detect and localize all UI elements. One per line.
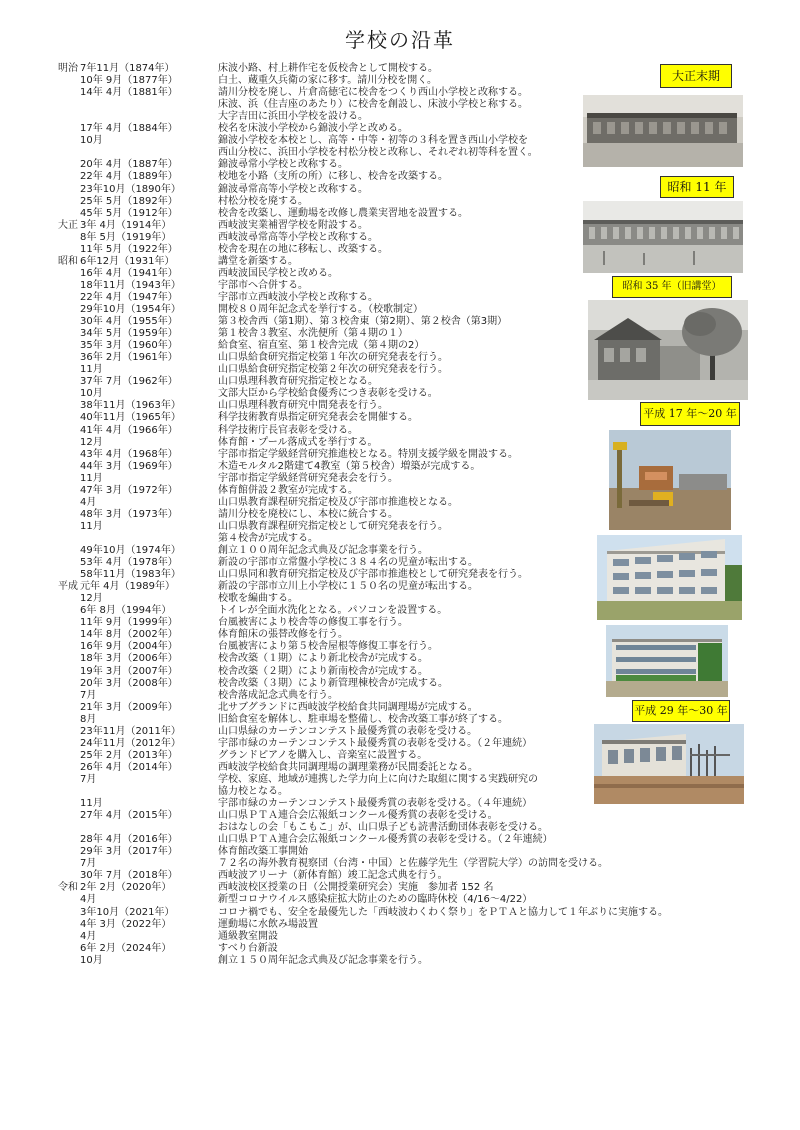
entry-text: 山口県緑のカーテンコンテスト最優秀賞の表彰を受ける。 (218, 725, 478, 737)
entry-text: 西山分校に、浜田小学校を村松分校と改称し、それぞれ初等科を置く。 (218, 147, 538, 159)
entry-date: 11年 5月（1922年） (80, 243, 178, 255)
entry-date: 16年 9月（2004年） (80, 641, 178, 653)
entry-date: 18年11月（1943年） (80, 279, 181, 291)
entry-text: 新型コロナウイルス感染症拡大防止のための臨時休校（4/16〜4/22） (218, 894, 533, 906)
entry-text: 山口県給食研究指定校第１年次の研究発表を行う。 (218, 352, 448, 364)
entry-text: 校名を床波小学校から錦波小学と改める。 (218, 123, 408, 135)
entry-text: ７２名の海外教育視察団（台湾・中国）と佐藤学先生（学習院大学）の訪問を受ける。 (218, 858, 608, 870)
entry-date: 4月 (80, 496, 97, 508)
entry-date: 41年 4月（1966年） (80, 424, 178, 436)
entry-text: 講堂を新築する。 (218, 255, 298, 267)
entry-text: 北サブグランドに西岐波学校給食共同調理場が完成する。 (218, 701, 478, 713)
entry-text: 錦波尋常高等小学校と改称する。 (218, 183, 368, 195)
entry-date: 17年 4月（1884年） (80, 123, 178, 135)
entry-text: 村松分校を廃する。 (218, 195, 308, 207)
photo-caption-heisei17-20: 平成 17 年〜20 年 (640, 402, 740, 426)
entry-text: 旧給食室を解体し、駐車場を整備し、校舎改築工事が終了する。 (218, 713, 508, 725)
entry-date: 37年 7月（1962年） (80, 376, 178, 388)
entry-text: 校舎改築（１期）により新北校舎が完成する。 (218, 653, 428, 665)
entry-date: 22年 4月（1947年） (80, 291, 178, 303)
entry-date: 6年 2月（2024年） (80, 942, 172, 954)
entry-date: 8月 (80, 713, 97, 725)
entry-text: 文部大臣から学校給食優秀につき表彰を受ける。 (218, 388, 438, 400)
photo-caption-taisho: 大正末期 (660, 64, 732, 88)
timeline-entry (0, 943, 800, 955)
timeline-entry (0, 955, 800, 967)
entry-text: 西岐波校区授業の日（公開授業研究会）実施 参加者 152 名 (218, 882, 494, 894)
photo-new-school-building (597, 535, 742, 620)
entry-date: 25年 2月（2013年） (80, 749, 178, 761)
entry-date: 6年 8月（1994年） (80, 605, 172, 617)
entry-text: 大字吉田に浜田小学校を設ける。 (218, 111, 368, 123)
entry-text: 西岐波実業補習学校を附設する。 (218, 219, 368, 231)
entry-date: 元年 4月（1989年） (80, 581, 175, 593)
timeline-entry (0, 894, 800, 906)
entry-text: グランドピアノを購入し、音楽室に設置する。 (218, 749, 428, 761)
entry-date: 21年 3月（2009年） (80, 701, 178, 713)
entry-date: 3年 4月（1914年） (80, 219, 172, 231)
entry-date: 10月 (80, 135, 103, 147)
entry-text: 宇部市指定学級経営研究発表会を行う。 (218, 472, 398, 484)
entry-date: 35年 3月（1960年） (80, 340, 178, 352)
entry-text: 宇部市指定学級経営研究推進校となる。特別支援学級を開設する。 (218, 448, 518, 460)
entry-text: 体育館併設２教室が完成する。 (218, 484, 358, 496)
entry-date: 45年 5月（1912年） (80, 207, 178, 219)
entry-date: 29年10月（1954年） (80, 304, 181, 315)
entry-date: 40年11月（1965年） (80, 412, 181, 424)
entry-date: 4月 (80, 930, 97, 942)
entry-text: 校舎改築（２期）により新南校舎が完成する。 (218, 665, 428, 677)
photo-caption-heisei29-30: 平成 29 年〜30 年 (632, 700, 730, 722)
entry-text: 山口県理科教育研究中間発表を行う。 (218, 400, 388, 412)
timeline-entry (0, 846, 800, 858)
entry-text: 西岐波アリーナ（新体育館）竣工記念式典を行う。 (218, 870, 448, 882)
timeline-entry (0, 919, 800, 931)
entry-date: 49年10月（1974年） (80, 545, 181, 556)
entry-text: 創立１５０周年記念式典及び記念事業を行う。 (218, 954, 428, 966)
entry-text: 校舎改築（３期）により新管理棟校舎が完成する。 (218, 677, 448, 689)
entry-date: 34年 5月（1959年） (80, 328, 178, 340)
photo-showa35-auditorium (588, 300, 748, 400)
entry-era: 平成 (58, 581, 78, 593)
entry-date: 7月 (80, 858, 97, 870)
entry-date: 20年 4月（1887年） (80, 159, 178, 171)
entry-text: 第１校舎３教室、水洗便所（第４期の１） (218, 328, 408, 340)
entry-text: 台風被害により第５校舎屋根等修復工事を行う。 (218, 641, 438, 653)
entry-text: 運動場に水飲み場設置 (218, 918, 318, 930)
photo-gym-construction (594, 724, 744, 804)
entry-text: 開校８０周年記念式を挙行する。（校歌制定） (218, 304, 423, 315)
entry-text: 校歌を編曲する。 (218, 593, 298, 605)
entry-date: 30年 7月（2018年） (80, 870, 178, 882)
photo-green-curtain-building (606, 625, 728, 697)
entry-date: 14年 4月（1881年） (80, 87, 178, 99)
entry-text: 科学技術庁長官表彰を受ける。 (218, 424, 358, 436)
entry-text: 宇部市緑のカーテンコンテスト最優秀賞の表彰を受ける。（４年連続） (218, 798, 533, 810)
entry-date: 22年 4月（1889年） (80, 171, 178, 183)
entry-date: 11月 (80, 520, 103, 532)
entry-era: 明治 (58, 63, 78, 74)
entry-text: 宇部市へ合併する。 (218, 279, 308, 291)
entry-text: 錦波小学校を本校とし、高等・中等・初等の３科を置き西山小学校を (218, 135, 528, 147)
entry-text: 創立１００周年記念式典及び記念事業を行う。 (218, 545, 428, 556)
entry-date: 27年 4月（2015年） (80, 810, 178, 822)
entry-text: トイレが全面水洗化となる。パソコンを設置する。 (218, 605, 448, 617)
entry-date: 23年11月（2011年） (80, 725, 181, 737)
entry-text: 体育館改築工事開始 (218, 846, 308, 858)
entry-text: 山口県教育課程研究指定校及び宇部市推進校となる。 (218, 496, 458, 508)
entry-date: 19年 3月（2007年） (80, 665, 178, 677)
entry-date: 11月 (80, 364, 103, 376)
entry-text: 学校、家庭、地域が連携した学力向上に向けた取組に関する実践研究の (218, 773, 538, 785)
entry-date: 4月 (80, 894, 97, 906)
entry-date: 10年 9月（1877年） (80, 75, 178, 87)
entry-text: 請川分校を廃校にし、本校に統合する。 (218, 508, 398, 520)
entry-era: 昭和 (58, 255, 78, 267)
timeline-entry (0, 858, 800, 870)
entry-text: 山口県給食研究指定校第２年次の研究発表を行う。 (218, 364, 448, 376)
entry-date: 58年11月（1983年） (80, 569, 181, 581)
entry-text: 宇部市緑のカーテンコンテスト最優秀賞の表彰を受ける。（２年連続） (218, 737, 533, 749)
entry-text: おはなしの会「もこもこ」が、山口県子ども読書活動団体表彰を受ける。 (218, 822, 548, 834)
photo-showa11-school (583, 201, 743, 273)
entry-date: 14年 8月（2002年） (80, 629, 178, 641)
entry-date: 36年 2月（1961年） (80, 352, 178, 364)
entry-date: 3年10月（2021年） (80, 906, 175, 918)
timeline-entry (0, 822, 800, 834)
photo-caption-showa35: 昭和 35 年（旧講堂） (612, 276, 732, 298)
page-title: 学校の沿革 (345, 28, 455, 52)
entry-date: 7月 (80, 689, 97, 701)
entry-date: 7年11月（1874年） (80, 63, 175, 74)
entry-text: すべり台新設 (218, 942, 278, 954)
entry-text: 給食室、宿直室、第１校舎完成（第４期の2） (218, 340, 425, 352)
timeline-entry (0, 882, 800, 894)
entry-date: 26年 4月（2014年） (80, 761, 178, 773)
entry-text: 山口県ＰＴＡ連合会広報紙コンクール優秀賞の表彰を受ける。 (218, 810, 498, 822)
entry-date: 11月 (80, 472, 103, 484)
entry-date: 53年 4月（1978年） (80, 557, 178, 569)
entry-text: 校舎を改築し、運動場を改修し農業実習地を設置する。 (218, 207, 468, 219)
entry-date: 38年11月（1963年） (80, 400, 181, 412)
entry-text: 新設の宇部市立常盤小学校に３８４名の児童が転出する。 (218, 557, 478, 569)
entry-date: 12月 (80, 436, 103, 448)
entry-date: 30年 4月（1955年） (80, 316, 178, 328)
entry-date: 28年 4月（2016年） (80, 834, 178, 846)
entry-text: 山口県教育課程研究指定校として研究発表を行う。 (218, 520, 448, 532)
photo-taisho-school (583, 95, 743, 167)
entry-date: 48年 3月（1973年） (80, 508, 178, 520)
entry-text: 科学技術教育県指定研究発表会を開催する。 (218, 412, 418, 424)
entry-era: 令和 (58, 882, 78, 894)
entry-text: 校舎を現在の地に移転し、改築する。 (218, 243, 388, 255)
entry-text: 白土、蔵重久兵衛の家に移す。請川分校を開く。 (218, 75, 437, 87)
entry-text: 床波小路、村上耕作宅を仮校舎として開校する。 (218, 63, 438, 74)
entry-date: 47年 3月（1972年） (80, 484, 178, 496)
photo-caption-showa11: 昭和 11 年 (660, 176, 734, 198)
photo-construction-site (609, 430, 731, 530)
entry-date: 8年 5月（1919年） (80, 231, 172, 243)
entry-date: 11年 9月（1999年） (80, 617, 178, 629)
entry-date: 24年11月（2012年） (80, 737, 181, 749)
entry-text: 西岐波国民学校と改める。 (218, 267, 338, 279)
entry-text: 第３校舎西（第1期）、第３校舎東（第2期）、第２校舎（第3期） (218, 316, 508, 328)
entry-text: 協力校となる。 (218, 786, 288, 797)
timeline-entry (0, 931, 800, 943)
entry-date: 10月 (80, 954, 103, 966)
entry-text: 西岐波尋常高等小学校と改称する。 (218, 231, 378, 243)
entry-date: 23年10月（1890年） (80, 183, 181, 195)
entry-date: 25年 5月（1892年） (80, 195, 178, 207)
entry-text: コロナ禍でも、安全を最優先した「西岐波わくわく祭り」をＰＴＡと協力して１年ぶりに実施する。 (218, 906, 668, 918)
entry-date: 4年 3月（2022年） (80, 918, 172, 930)
entry-text: 校舎落成記念式典を行う。 (218, 689, 338, 701)
timeline-entry (0, 810, 800, 822)
entry-date: 7月 (80, 773, 97, 785)
entry-date: 2年 2月（2020年） (80, 882, 172, 894)
entry-text: 山口県同和教育研究指定校及び宇部市推進校として研究発表を行う。 (218, 569, 528, 581)
entry-text: 宇部市立西岐波小学校と改称する。 (218, 291, 378, 303)
entry-text: 新設の宇部市立川上小学校に１５０名の児童が転出する。 (218, 581, 478, 593)
entry-date: 29年 3月（2017年） (80, 846, 178, 858)
entry-date: 16年 4月（1941年） (80, 267, 178, 279)
entry-text: 山口県ＰＴＡ連合会広報紙コンクール優秀賞の表彰を受ける。（２年連続） (218, 834, 553, 846)
timeline-entry (0, 834, 800, 846)
entry-date: 10月 (80, 388, 103, 400)
entry-date: 6年12月（1931年） (80, 255, 175, 267)
entry-text: 西岐波学校給食共同調理場の調理業務が民間委託となる。 (218, 761, 478, 773)
entry-text: 床波、浜（住吉座のあたり）に校舎を創設し、床波小学校と称する。 (218, 99, 528, 111)
entry-date: 12月 (80, 593, 103, 605)
entry-date: 20年 3月（2008年） (80, 677, 178, 689)
entry-text: 第４校舎が完成する。 (218, 532, 318, 544)
entry-date: 43年 4月（1968年） (80, 448, 178, 460)
entry-text: 請川分校を廃し、片倉高徳宅に校舎をつくり西山小学校と改称する。 (218, 87, 528, 99)
entry-date: 11月 (80, 798, 103, 810)
entry-date: 18年 3月（2006年） (80, 653, 178, 665)
entry-era: 大正 (58, 219, 78, 231)
entry-text: 錦波尋常小学校と改称する。 (218, 159, 348, 171)
timeline-entry (0, 870, 800, 882)
timeline-entry (0, 907, 800, 919)
entry-text: 体育館床の張替改修を行う。 (218, 629, 348, 641)
entry-date: 44年 3月（1969年） (80, 460, 178, 472)
entry-text: 台風被害により校舎等の修復工事を行う。 (218, 617, 408, 629)
entry-text: 山口県理科教育研究指定校となる。 (218, 376, 378, 388)
entry-text: 体育館・プール落成式を挙行する。 (218, 436, 378, 448)
entry-text: 木造モルタル2階建て4教室（第５校舎）増築が完成する。 (218, 460, 481, 472)
entry-text: 校地を小路（支所の所）に移し、校舎を改築する。 (218, 171, 448, 183)
entry-text: 通級教室開設 (218, 930, 278, 942)
